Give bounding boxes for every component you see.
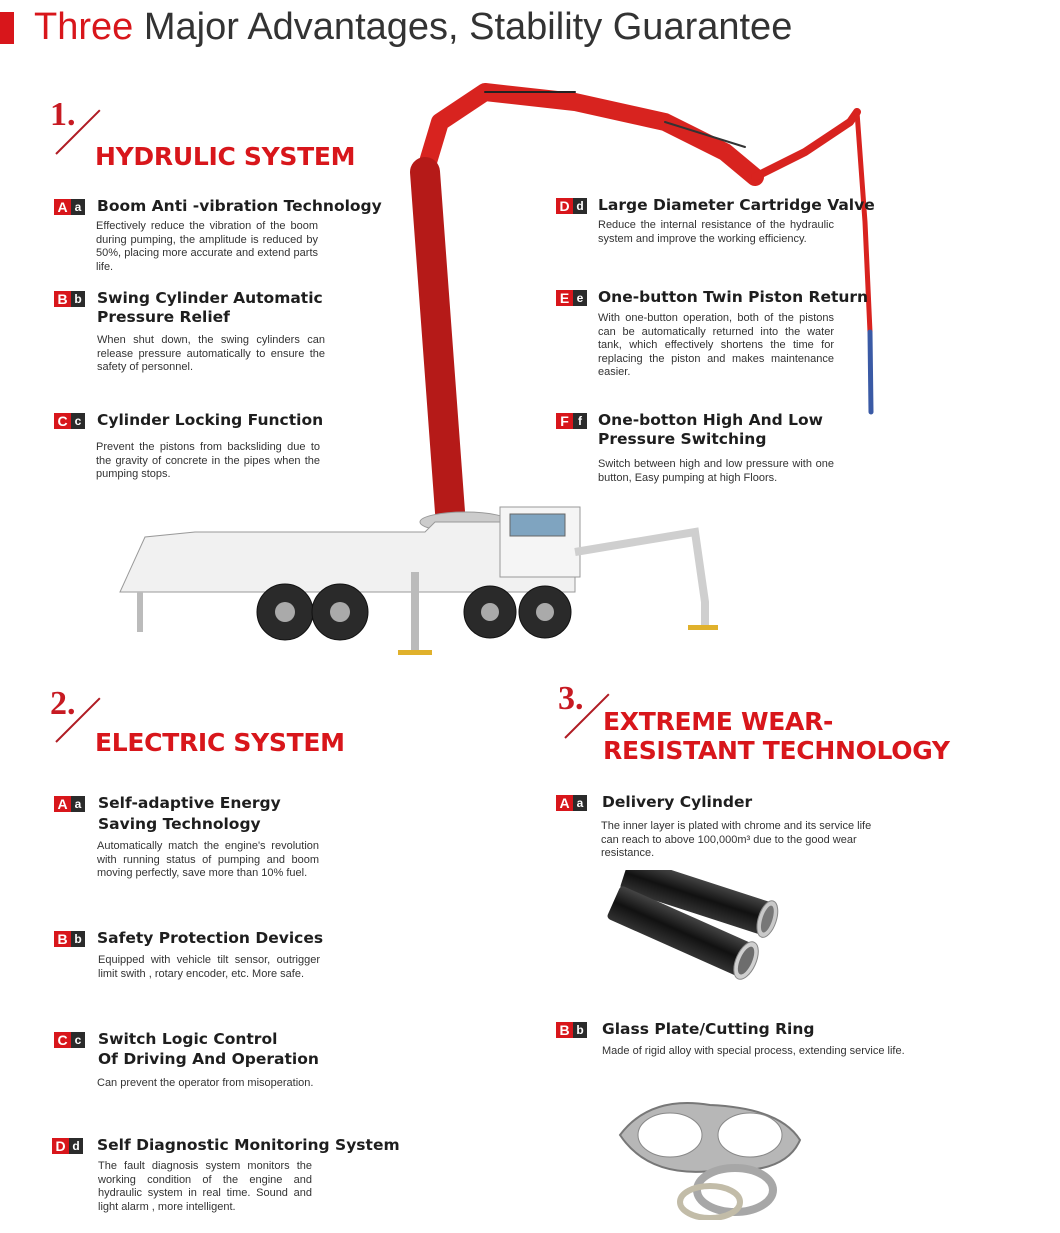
page-title-accent: Three xyxy=(34,6,134,48)
feature-title-1f-line1: One-botton High And Low xyxy=(598,411,823,429)
feature-desc-2b: Equipped with vehicle tilt sensor, outrigger limit swith , rotary encoder, etc. More safe. xyxy=(98,954,320,980)
feature-title-1b-line2: Pressure Relief xyxy=(97,308,230,326)
badge-1f: F f xyxy=(556,413,587,429)
badge-3a: A a xyxy=(556,795,587,811)
feature-title-3b: Glass Plate/Cutting Ring xyxy=(602,1020,815,1038)
feature-desc-1a: Effectively reduce the vibration of the boom during pumping, the amplitude is reduced by 50%, placing more accurate and extend parts life. xyxy=(96,220,318,273)
feature-title-1b-line1: Swing Cylinder Automatic xyxy=(97,289,323,307)
badge-1e: E e xyxy=(556,290,587,306)
feature-desc-1d: Reduce the internal resistance of the hydraulic system and improve the working efficiency. xyxy=(598,219,834,245)
feature-desc-1e: With one-button operation, both of the pistons can be automatically returned into the water tank, which effectively shortens the time for replacing the piston and makes maintenance easier. xyxy=(598,312,834,378)
feature-title-2a-line2: Saving Technology xyxy=(98,815,261,833)
feature-title-2c-line2: Of Driving And Operation xyxy=(98,1050,319,1068)
page-title-rest: Major Advantages, Stability Guarantee xyxy=(133,6,793,48)
section-2-title: ELECTRIC SYSTEM xyxy=(95,728,345,757)
feature-title-3a: Delivery Cylinder xyxy=(602,793,753,811)
cutting-ring-image xyxy=(610,1090,810,1220)
feature-title-1f-line2: Pressure Switching xyxy=(598,430,767,448)
header-accent-bar xyxy=(0,12,14,44)
section-3-number: 3. xyxy=(558,680,584,717)
feature-desc-1f: Switch between high and low pressure with one button, Easy pumping at high Floors. xyxy=(598,458,834,484)
feature-title-2b: Safety Protection Devices xyxy=(97,929,324,947)
feature-title-2d: Self Diagnostic Monitoring System xyxy=(97,1136,400,1154)
badge-2a: A a xyxy=(54,796,85,812)
badge-1c: C c xyxy=(54,413,85,429)
badge-1d: D d xyxy=(556,198,587,214)
section-3-title-line2: RESISTANT TECHNOLOGY xyxy=(603,736,950,765)
badge-2c: C c xyxy=(54,1032,85,1048)
section-1-number: 1. xyxy=(50,96,76,133)
feature-desc-3b: Made of rigid alloy with special process, extending service life. xyxy=(602,1045,905,1057)
feature-title-1d: Large Diameter Cartridge Valve xyxy=(598,196,875,214)
feature-title-1e: One-button Twin Piston Return xyxy=(598,288,869,306)
feature-desc-2a: Automatically match the engine's revolution with running status of pumping and boom moving perfectly, save more than 10% fuel. xyxy=(97,840,319,879)
badge-1b: B b xyxy=(54,291,85,307)
feature-title-2c-line1: Switch Logic Control xyxy=(98,1030,278,1048)
section-2-number: 2. xyxy=(50,685,76,722)
badge-2b: B b xyxy=(54,931,85,947)
badge-2d: D d xyxy=(52,1138,83,1154)
feature-desc-2c: Can prevent the operator from misoperation. xyxy=(97,1077,314,1089)
feature-title-2a-line1: Self-adaptive Energy xyxy=(98,794,281,812)
badge-3b: B b xyxy=(556,1022,587,1038)
feature-desc-2d: The fault diagnosis system monitors the working condition of the engine and hydraulic system in real time. Sound and light alarm , more intelligent. xyxy=(98,1160,312,1213)
feature-desc-1b: When shut down, the swing cylinders can release pressure automatically to ensure the safety of personnel. xyxy=(97,334,325,373)
page-title xyxy=(34,6,792,49)
feature-title-1c: Cylinder Locking Function xyxy=(97,411,324,429)
section-1-title: HYDRULIC SYSTEM xyxy=(95,142,356,171)
badge-1a: A a xyxy=(54,199,85,215)
section-3-title-line1: EXTREME WEAR- xyxy=(603,707,834,736)
delivery-cylinder-image xyxy=(600,870,790,980)
feature-desc-1c: Prevent the pistons from backsliding due to the gravity of concrete in the pipes when the pumping stops. xyxy=(96,441,320,480)
feature-title-1a: Boom Anti -vibration Technology xyxy=(97,197,382,215)
feature-desc-3a: The inner layer is plated with chrome and its service life can reach to above 100,000m³ due to the good wear resistance. xyxy=(601,820,872,859)
